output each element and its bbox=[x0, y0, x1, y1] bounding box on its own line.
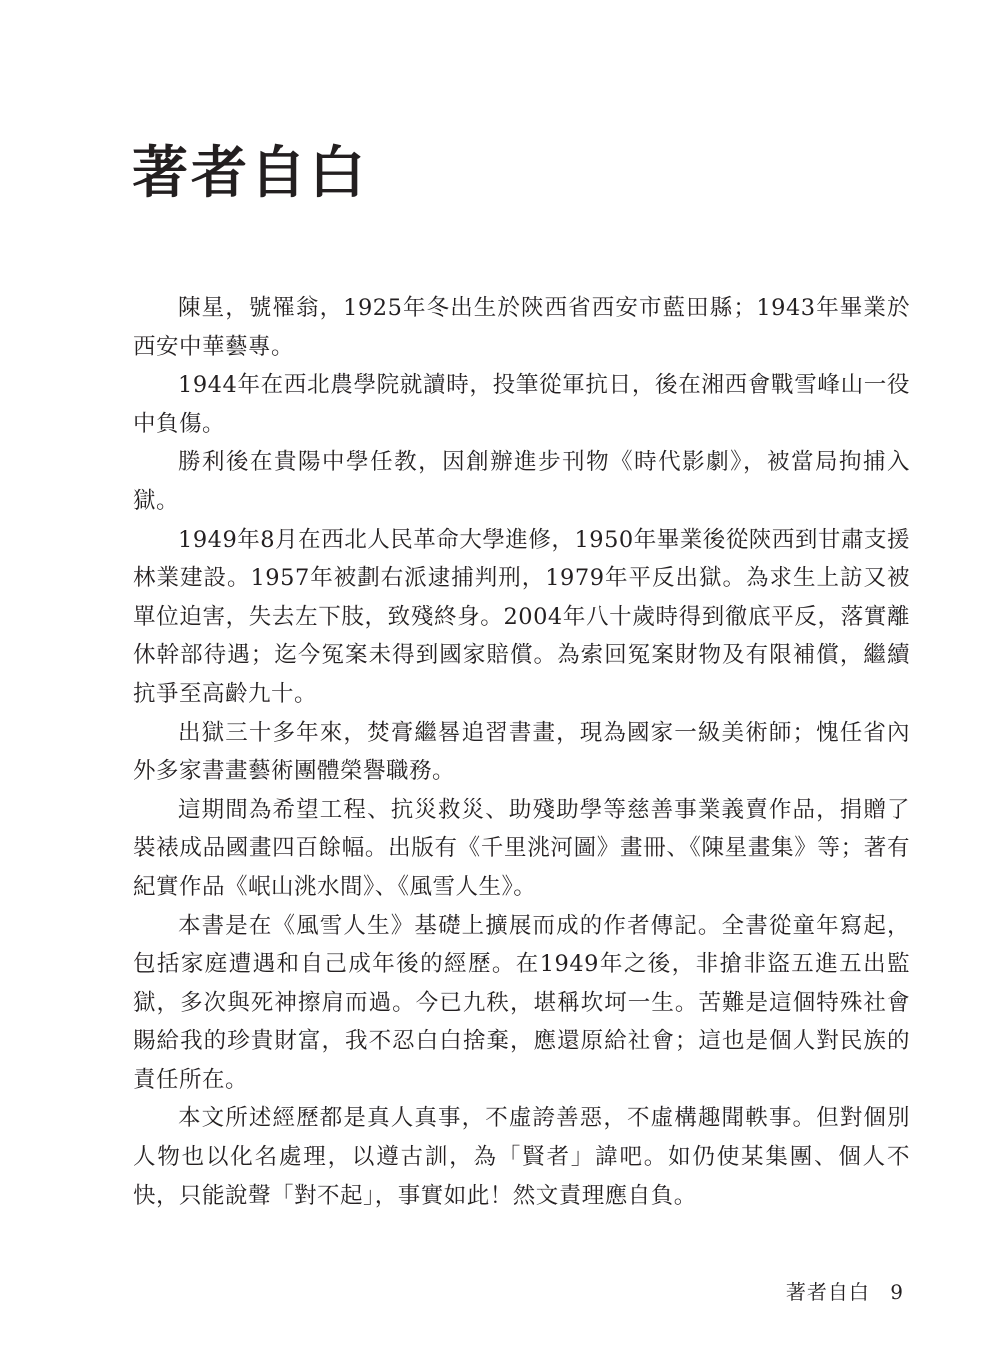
paragraph: 1944年在西北農學院就讀時，投筆從軍抗日，後在湘西會戰雪峰山一役中負傷。 bbox=[133, 372, 910, 437]
body-text bbox=[133, 289, 910, 1215]
paragraph: 出獄三十多年來，焚膏繼晷追習書畫，現為國家一級美術師；愧任省內外多家書畫藝術團體榮譽職務。 bbox=[133, 719, 910, 785]
running-title: 著者自白 bbox=[785, 1280, 870, 1304]
paragraph: 本書是在《風雪人生》基礎上擴展而成的作者傳記。全書從童年寫起，包括家庭遭遇和自己成年後的經歷。在1949年之後，非搶非盜五進五出監獄，多次與死神擦肩而過。今已九秩，堪稱坎坷一生。苦難是這個特殊社會賜給我的珍貴財富，我不忍白白捨棄，應還原給社會；這也是個人對民族的責任所在。 bbox=[133, 912, 910, 1093]
paragraph: 陳星，號罹翁，1925年冬出生於陝西省西安市藍田縣；1943年畢業於西安中華藝專。 bbox=[133, 295, 910, 360]
page-title: 著者自白 bbox=[132, 140, 368, 206]
paragraph: 本文所述經歷都是真人真事，不虛誇善惡，不虛構趣聞軼事。但對個別人物也以化名處理，以遵古訓，為「賢者」諱吧。如仍使某集團、個人不快，只能說聲「對不起」，事實如此！然文責理應自負。 bbox=[133, 1105, 910, 1209]
paragraph: 這期間為希望工程、抗災救災、助殘助學等慈善事業義賣作品，捐贈了裝裱成品國畫四百餘幅。出版有《千里洮河圖》畫冊、《陳星畫集》等；著有紀實作品《岷山洮水間》、《風雪人生》。 bbox=[133, 796, 910, 900]
paragraph: 1949年8月在西北人民革命大學進修，1950年畢業後從陝西到甘肅支援林業建設。1957年被劃右派逮捕判刑，1979年平反出獄。為求生上訪又被單位迫害，失去左下肢，致殘終身。2004年八十歲時得到徹底平反，落實離休幹部待遇；迄今冤案未得到國家賠償。為索回冤案財物及有限補償，繼續抗爭至高齡九十。 bbox=[133, 526, 910, 707]
paragraph: 勝利後在貴陽中學任教，因創辦進步刊物《時代影劇》，被當局拘捕入獄。 bbox=[133, 449, 910, 514]
page-footer bbox=[786, 1279, 903, 1305]
page-number: 9 bbox=[890, 1280, 903, 1304]
